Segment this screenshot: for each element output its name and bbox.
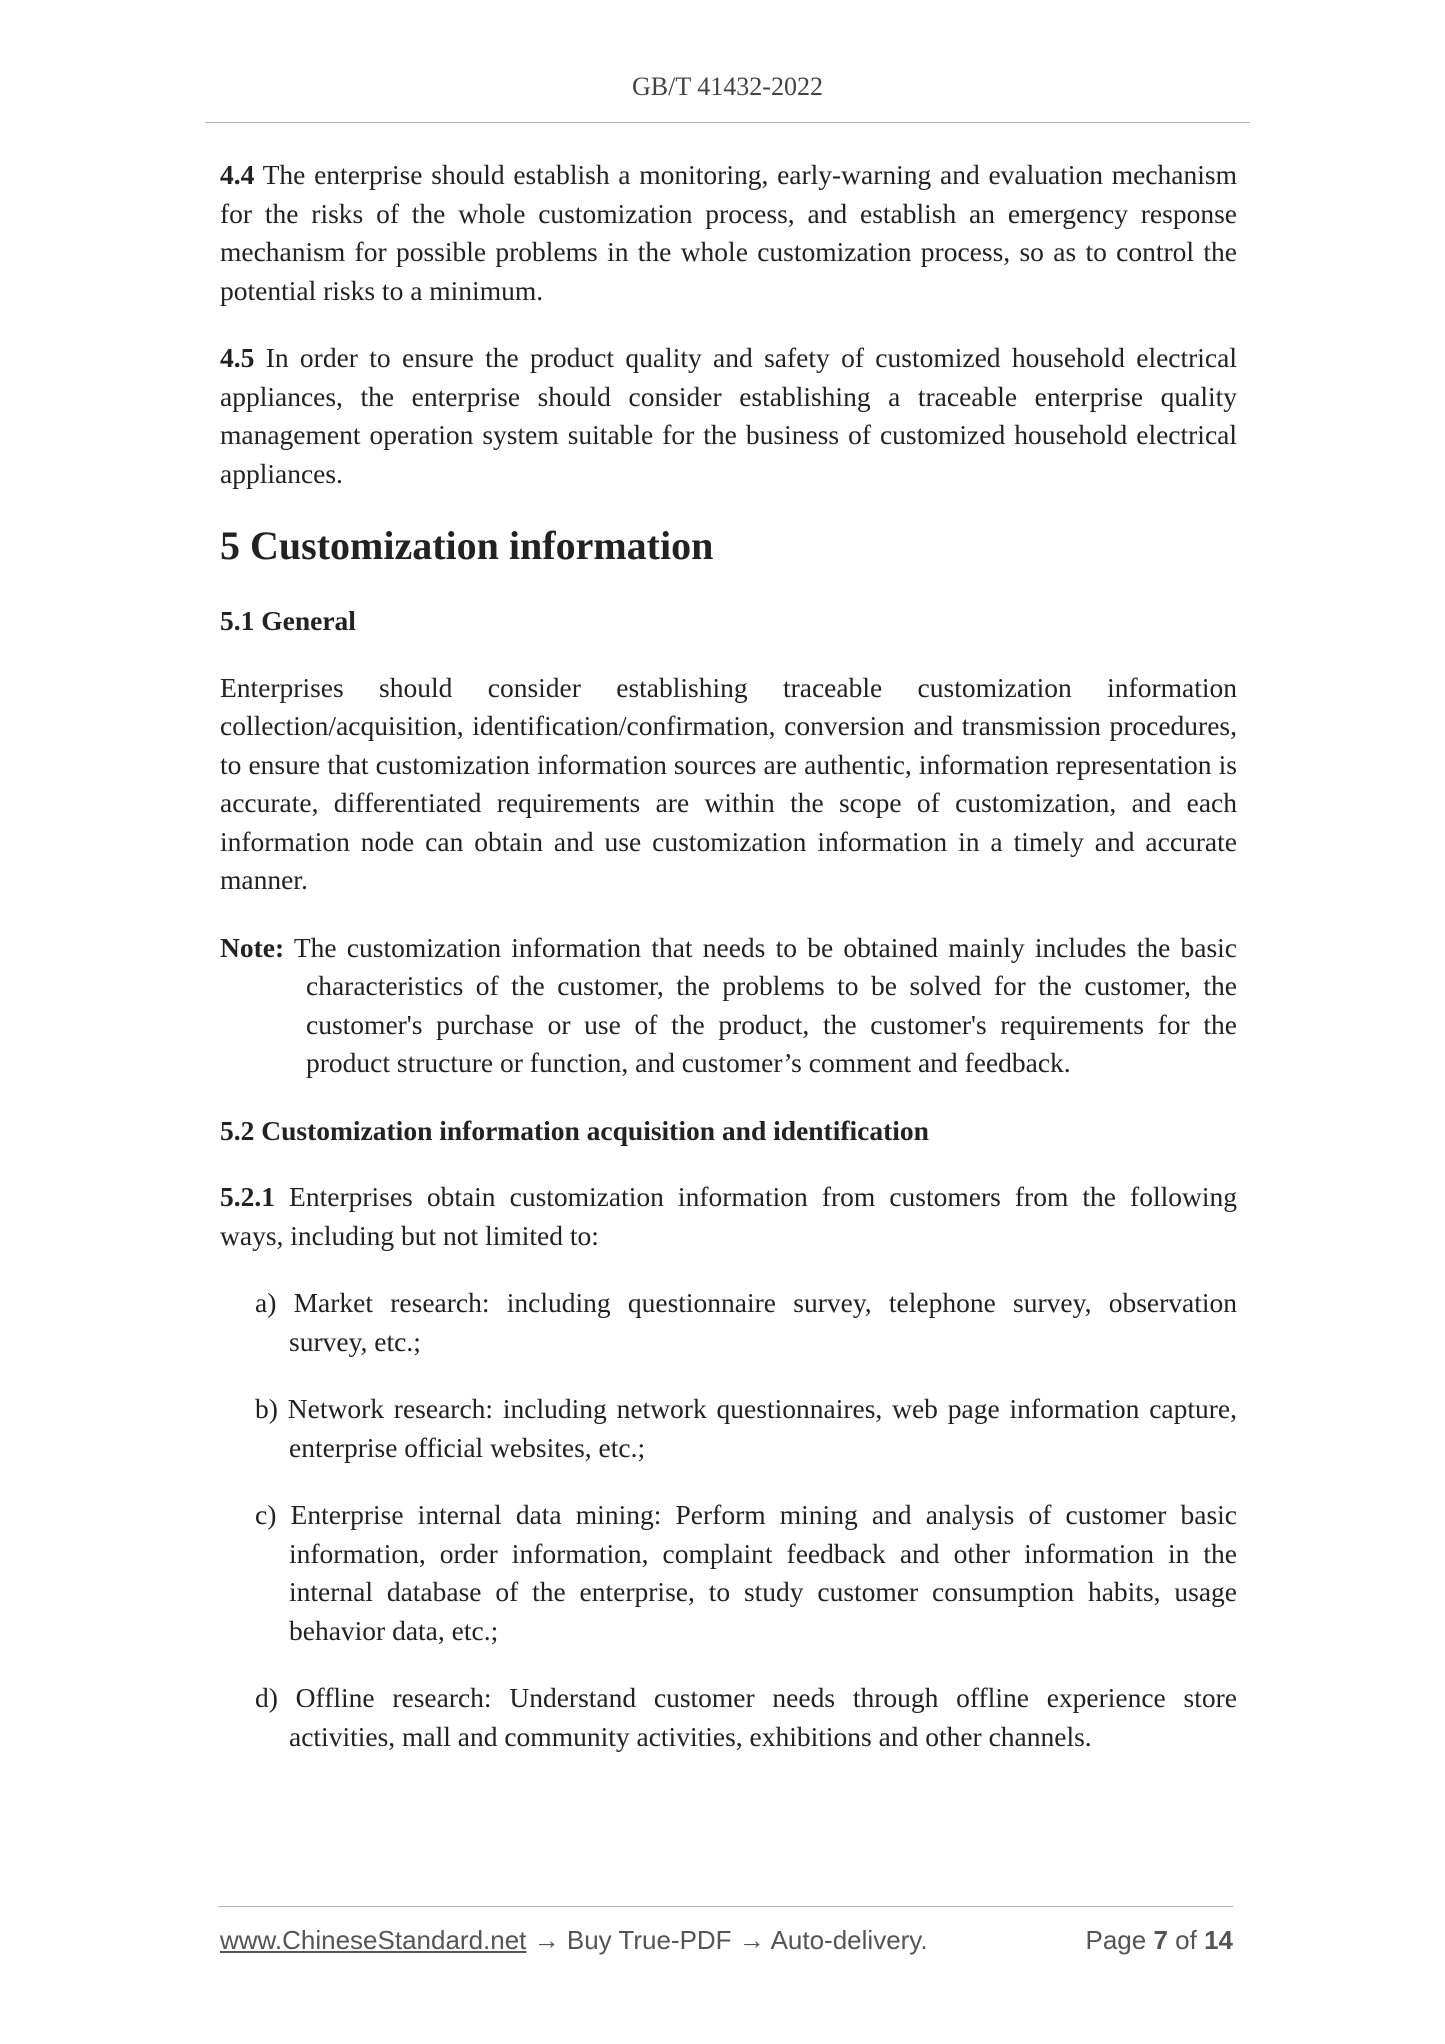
page-header — [205, 72, 1250, 102]
list-item: c) Enterprise internal data mining: Perform mining and analysis of customer basic information, order information, complaint feedback and other information in the internal database of the enterprise, to study customer consumption habits, usage behavior data, etc.; — [255, 1499, 1237, 1646]
page-footer — [220, 1925, 1233, 1965]
footer-divider — [218, 1906, 1233, 1907]
list-item: a) Market research: including questionnaire survey, telephone survey, observation survey, etc.; — [255, 1287, 1237, 1357]
note-text: The customization information that needs to be obtained mainly includes the basic characteristics of the customer, the problems to be solved for the customer, the customer's purchase or use of the product, the customer's requirements for the product structure or function, and customer’s comment and feedback. — [284, 931, 1237, 1078]
clause-text: In order to ensure the product quality and safety of customized household electrical appliances, the enterprise should consider establishing a traceable enterprise quality management operation system suitable for the business of customized household electrical appliances. — [220, 342, 1237, 489]
clause-number: 4.5 — [220, 342, 255, 373]
clause-4-5 — [220, 339, 1237, 493]
standard-code: GB/T 41432-2022 — [632, 72, 823, 101]
note-label: Note: — [220, 931, 285, 963]
section-heading-5: 5 Customization information — [220, 523, 714, 568]
clause-5-2-1 — [220, 1178, 1237, 1255]
clause-4-4 — [220, 156, 1237, 310]
website-link[interactable]: www.ChineseStandard.net — [220, 1925, 527, 1955]
clause-text: Enterprises obtain customization information from customers from the following ways, including but not limited to: — [220, 1181, 1237, 1251]
subsection-heading-5-2: 5.2 Customization information acquisition and identification — [220, 1114, 929, 1146]
page-label: Page — [1085, 1925, 1147, 1955]
list-item: d) Offline research: Understand customer needs through offline experience store activities, mall and community activities, exhibitions and other channels. — [255, 1682, 1237, 1752]
subsection-heading-5-1: 5.1 General — [220, 605, 356, 636]
clause-text: The enterprise should establish a monitoring, early-warning and evaluation mechanism for the risks of the whole customization process, and establish an emergency response mechanism for possible problems in the whole customization process, so as to control the potential risks to a minimum. — [220, 159, 1237, 306]
note — [220, 929, 1237, 1083]
of-label: of — [1175, 1925, 1197, 1955]
clause-number: 5.2.1 — [220, 1181, 275, 1212]
clause-5-1-body: Enterprises should consider establishing traceable customization information collection/acquisition, identification/confirmation, conversion and transmission procedures, to ensure that customization information sources are authentic, information representation is accurate, differentiated requirements are within the scope of customization, and each information node can obtain and use customization information in a timely and accurate manner. — [220, 671, 1237, 895]
footer-promo — [220, 1925, 928, 1956]
header-divider — [205, 122, 1250, 123]
footer-tagline: → Buy True-PDF → Auto-delivery. — [526, 1925, 928, 1955]
page-indicator — [1085, 1925, 1233, 1956]
page-current: 7 — [1153, 1925, 1168, 1955]
page-total: 14 — [1204, 1925, 1233, 1955]
page-content — [220, 156, 1237, 1785]
list-item: b) Network research: including network questionnaires, web page information capture, enterprise official websites, etc.; — [255, 1393, 1237, 1463]
clause-number: 4.4 — [220, 159, 255, 190]
